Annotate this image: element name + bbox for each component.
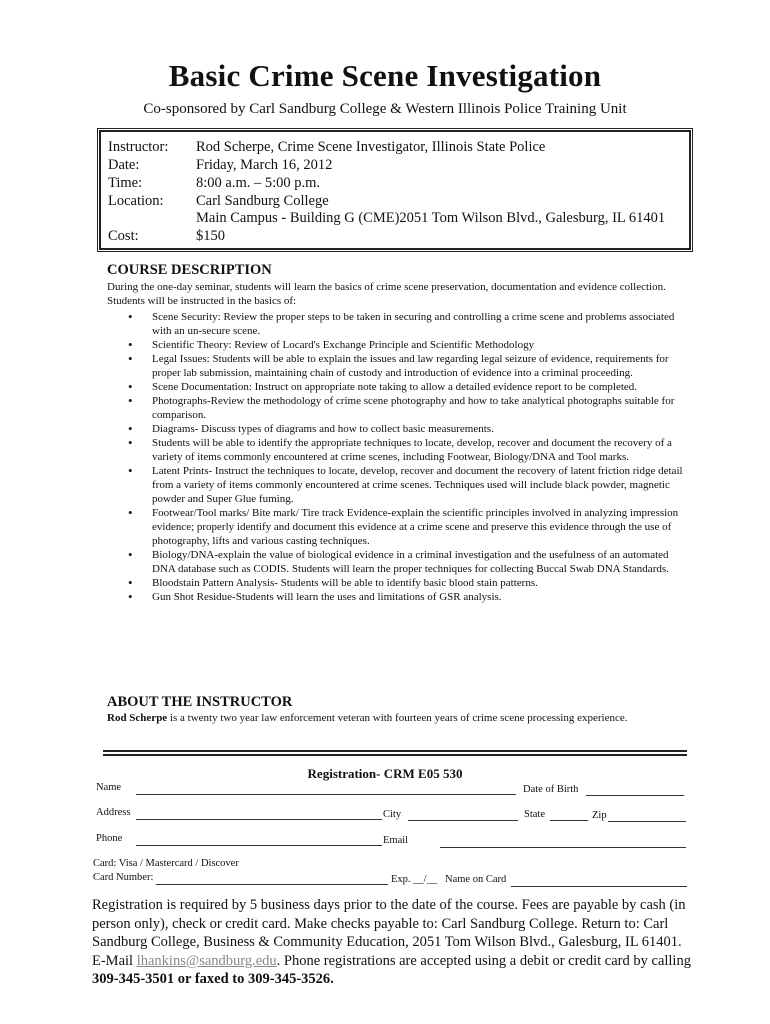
state-label: State (524, 809, 545, 820)
list-item: • Photographs-Review the methodology of crime scene photography and how to take analytical photographs suitable for comparison. (126, 394, 686, 422)
email-field[interactable] (440, 847, 686, 848)
list-item: • Scene Security: Review the proper steps to be taken in securing and controlling a crime scene and problems associated with an un-secure scene. (126, 310, 686, 338)
list-item: • Bloodstain Pattern Analysis- Students will be able to identify basic blood stain patterns. (126, 576, 686, 590)
course-description-heading: COURSE DESCRIPTION (107, 262, 272, 278)
divider (103, 750, 687, 752)
date-value: Friday, March 16, 2012 (196, 157, 333, 173)
name-on-card-label: Name on Card (445, 874, 507, 885)
cost-value: $150 (196, 228, 225, 244)
instructor-row (108, 139, 545, 156)
location-value-2: Main Campus - Building G (CME)2051 Tom Wilson Blvd., Galesburg, IL 61401 (196, 210, 666, 226)
list-item: • Scientific Theory: Review of Locard's Exchange Principle and Scientific Methodology (126, 338, 686, 352)
phone-field[interactable] (136, 845, 382, 846)
location-value-1: Carl Sandburg College (196, 193, 329, 209)
name-field[interactable] (136, 794, 516, 795)
list-item: • Footwear/Tool marks/ Bite mark/ Tire track Evidence-explain the scientific principles involved in analyzing impression evidence; properly identify and document this evidence at a crime scene and preserve this evidence through the use of photography, lifts and various casting techniques. (126, 506, 686, 548)
list-item: • Diagrams- Discuss types of diagrams and how to collect basic measurements. (126, 422, 686, 436)
instructor-bio (107, 712, 687, 726)
list-item: • Latent Prints- Instruct the techniques to locate, develop, recover and document the recovery of latent friction ridge detail from a variety of items commonly encountered at crime scenes. Techniques used will include black powder, magnetic powder and Super Glue fuming. (126, 464, 686, 506)
cost-row (108, 228, 225, 245)
registration-instructions (92, 896, 692, 989)
card-types: Card: Visa / Mastercard / Discover (93, 858, 239, 869)
dob-field[interactable] (586, 795, 684, 796)
course-topic-list (126, 310, 686, 604)
city-label: City (383, 809, 402, 820)
date-label: Date: (108, 157, 140, 173)
phone-text: . Phone registrations are accepted using a debit or credit card by calling (276, 952, 691, 969)
course-intro: During the one-day seminar, students will learn the basics of crime scene preservation, documentation and evidence collection. Students will be instructed in the basics of: (107, 281, 666, 307)
name-on-card-field[interactable] (511, 886, 687, 887)
time-value: 8:00 a.m. – 5:00 p.m. (196, 175, 321, 191)
phone-numbers: 309-345-3501 or faxed to 309-345-3526. (92, 971, 334, 987)
divider (103, 754, 687, 756)
date-row (108, 157, 332, 174)
state-field[interactable] (550, 820, 588, 821)
registration-title: Registration- CRM E05 530 (307, 766, 463, 781)
list-item: • Scene Documentation: Instruct on appropriate note taking to allow a detailed evidence report to be completed. (126, 380, 686, 394)
zip-field[interactable] (608, 821, 686, 822)
card-number-field[interactable] (156, 884, 388, 885)
address-label: Address (96, 807, 131, 818)
location-label: Location: (108, 193, 164, 209)
city-field[interactable] (408, 820, 518, 821)
name-label: Name (96, 782, 122, 793)
instructor-bio-text: is a twenty two year law enforcement veteran with fourteen years of crime scene processing experience. (167, 712, 628, 724)
email-link[interactable]: lhankins@sandburg.edu (136, 952, 277, 969)
list-item: • Legal Issues: Students will be able to explain the issues and law regarding legal seizure of evidence, requirements for proper lab submission, maintaining chain of custody and introduction of evidence into a criminal proceeding. (126, 352, 686, 380)
email-prefix: E-Mail (92, 952, 137, 969)
dob-label: Date of Birth (523, 784, 579, 795)
page-title: Basic Crime Scene Investigation (168, 58, 602, 93)
email-label: Email (383, 835, 409, 846)
instructor-label: Instructor: (108, 139, 169, 155)
time-label: Time: (108, 175, 143, 191)
list-item: • Gun Shot Residue-Students will learn the uses and limitations of GSR analysis. (126, 590, 686, 604)
phone-label: Phone (96, 833, 123, 844)
list-item: • Biology/DNA-explain the value of biological evidence in a criminal investigation and the usefulness of an automated DNA database such as CODIS. Students will learn the proper techniques for collecting Buccal Swab DNA Standards. (126, 548, 686, 576)
instructor-name: Rod Scherpe (107, 712, 168, 724)
about-instructor-heading: ABOUT THE INSTRUCTOR (107, 694, 293, 710)
location-row-2 (108, 210, 665, 227)
instructor-value: Rod Scherpe, Crime Scene Investigator, Illinois State Police (196, 139, 546, 155)
zip-label: Zip (592, 810, 607, 821)
exp-label: Exp. __/__ (391, 874, 438, 885)
cost-label: Cost: (108, 228, 139, 244)
list-item: • Students will be able to identify the appropriate techniques to locate, develop, recover and document the recovery of a variety of items commonly encountered at crime scenes, including Footwear, Biology/DNA and Tool marks. (126, 436, 686, 464)
instructions-text: Registration is required by 5 business days prior to the date of the course. Fees are payable by cash (in person only), check or credit card. Make checks payable to: Carl Sandburg College. Return to: Carl Sandburg College, Business & Community Education, 2051 Tom Wilson Blvd., Galesburg, IL 61401. (92, 897, 686, 950)
location-row (108, 193, 329, 210)
card-number-label: Card Number: (93, 872, 154, 883)
time-row (108, 175, 320, 192)
subtitle: Co-sponsored by Carl Sandburg College & Western Illinois Police Training Unit (143, 101, 627, 117)
address-field[interactable] (136, 819, 382, 820)
